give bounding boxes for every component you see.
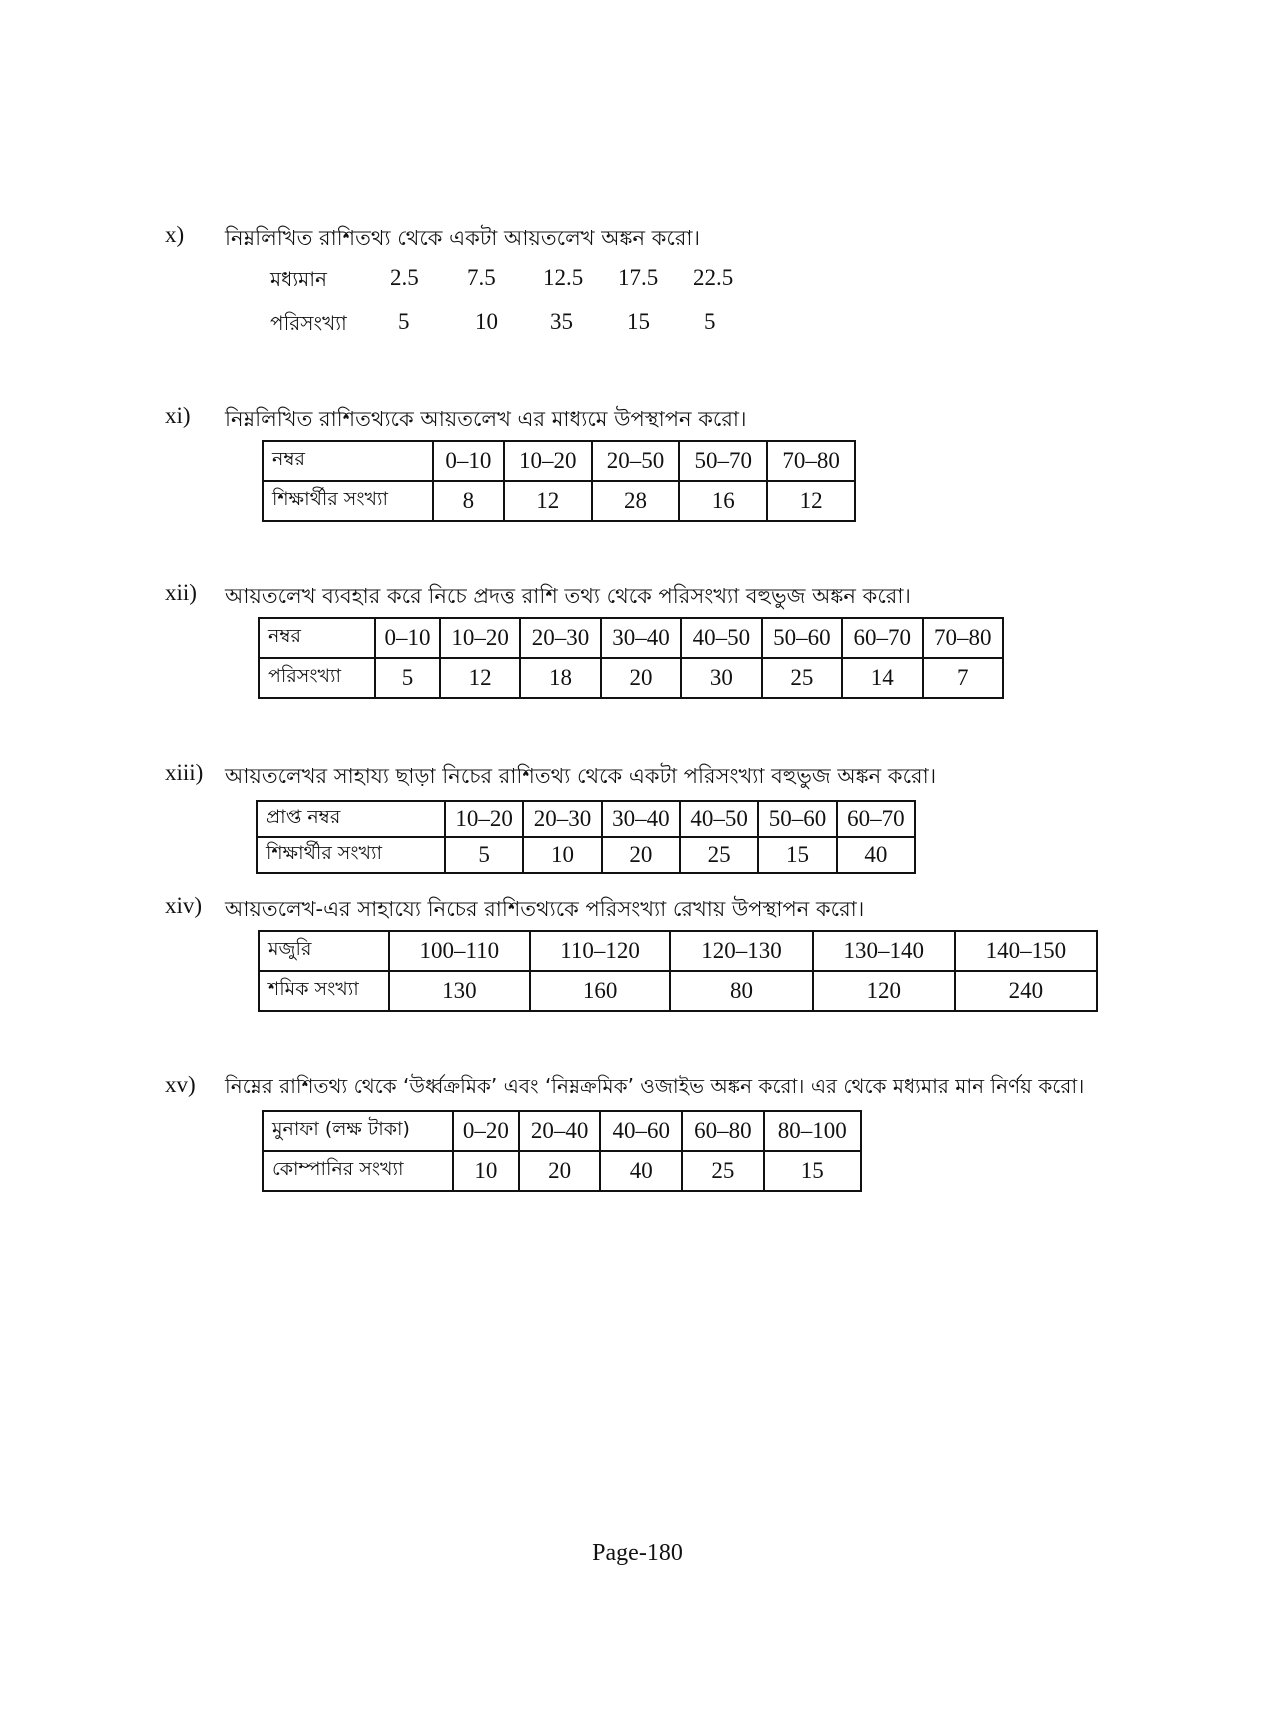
q14-row2-cell: 130	[389, 971, 530, 1011]
q15-row2-cell: 10	[453, 1151, 519, 1191]
q10-row1-value: 22.5	[693, 265, 734, 290]
q13-row1-cell: 40–50	[680, 801, 758, 837]
q11-row1-cell: 20–50	[592, 441, 680, 481]
q12-row2-cell: 12	[440, 658, 520, 698]
q15-row1-cell: 80–100	[764, 1111, 861, 1151]
q12-row1-cell: 60–70	[842, 618, 922, 658]
question-text-xiv: আয়তলেখ-এর সাহায্যে নিচের রাশিতথ্যকে পরিসংখ্যা রেখায় উপস্থাপন করো।	[225, 897, 865, 921]
q15-table	[262, 1110, 862, 1192]
question-text-xiii: আয়তলেখর সাহায্য ছাড়া নিচের রাশিতথ্য থেকে একটা পরিসংখ্যা বহুভুজ অঙ্কন করো।	[225, 764, 937, 788]
table-row	[259, 658, 1003, 698]
q10-data-block	[270, 265, 830, 345]
table-row	[263, 441, 855, 481]
q11-row2-cell: 12	[767, 481, 855, 521]
q12-row1-cell: 40–50	[681, 618, 761, 658]
q14-table	[258, 930, 1098, 1012]
question-number-x: x)	[165, 222, 185, 247]
question-number-xv: xv)	[165, 1072, 196, 1097]
q13-row2-label: শিক্ষার্থীর সংখ্যা	[257, 837, 445, 873]
q13-row1-cell: 10–20	[445, 801, 523, 837]
table-row	[263, 1111, 861, 1151]
q12-row2-cell: 7	[923, 658, 1003, 698]
q10-row2-value: 35	[550, 309, 573, 334]
question-text-xv: নিম্নের রাশিতথ্য থেকে ‘উর্ধ্বক্রমিক’ এবং ‘নিম্নক্রমিক’ ওজাইভ অঙ্কন করো। এর থেকে মধ্যমার মান নির্ণয় করো।	[225, 1074, 1085, 1098]
q10-row1-label: মধ্যমান	[270, 267, 327, 291]
table-row	[259, 971, 1097, 1011]
question-number-xiii: xiii)	[165, 760, 204, 785]
q13-row2-cell: 15	[758, 837, 836, 873]
q13-row1-cell: 60–70	[837, 801, 915, 837]
q13-row2-cell: 5	[445, 837, 523, 873]
page-number: Page-180	[592, 1540, 683, 1566]
question-number-xiv: xiv)	[165, 893, 203, 918]
q15-row1-label: মুনাফা (লক্ষ টাকা)	[263, 1111, 453, 1151]
q11-row1-cell: 50–70	[679, 441, 767, 481]
q12-row1-cell: 50–60	[762, 618, 842, 658]
q14-row1-cell: 130–140	[813, 931, 955, 971]
q14-row1-cell: 100–110	[389, 931, 530, 971]
q10-row2-value: 5	[704, 309, 716, 334]
q13-table	[256, 800, 916, 874]
q13-row1-label: প্রাপ্ত নম্বর	[257, 801, 445, 837]
q12-row1-cell: 20–30	[520, 618, 600, 658]
q10-row1-value: 7.5	[467, 265, 496, 290]
q12-row1-cell: 10–20	[440, 618, 520, 658]
q12-row2-cell: 20	[601, 658, 681, 698]
question-number-xii: xii)	[165, 580, 197, 605]
q11-row1-cell: 70–80	[767, 441, 855, 481]
q10-row2-label: পরিসংখ্যা	[270, 311, 347, 335]
q13-row2-cell: 25	[680, 837, 758, 873]
q12-row1-cell: 30–40	[601, 618, 681, 658]
q11-row2-label: শিক্ষার্থীর সংখ্যা	[263, 481, 433, 521]
q11-row2-cell: 16	[679, 481, 767, 521]
q15-row2-cell: 40	[600, 1151, 682, 1191]
q11-row2-cell: 8	[433, 481, 504, 521]
q11-row2-cell: 28	[592, 481, 680, 521]
q11-row2-cell: 12	[504, 481, 592, 521]
q13-row1-cell: 30–40	[602, 801, 680, 837]
q14-row1-cell: 140–150	[955, 931, 1097, 971]
q11-row1-cell: 10–20	[504, 441, 592, 481]
q15-row1-cell: 0–20	[453, 1111, 519, 1151]
q13-row2-cell: 10	[523, 837, 601, 873]
q11-table	[262, 440, 856, 522]
table-row	[259, 931, 1097, 971]
q12-row2-cell: 25	[762, 658, 842, 698]
q13-row1-cell: 50–60	[758, 801, 836, 837]
q10-row2-value: 15	[627, 309, 650, 334]
q14-row2-cell: 240	[955, 971, 1097, 1011]
q12-table	[258, 617, 1004, 699]
table-row	[263, 481, 855, 521]
question-number-xi: xi)	[165, 403, 191, 428]
q12-row1-cell: 0–10	[375, 618, 440, 658]
question-text-x: নিম্নলিখিত রাশিতথ্য থেকে একটা আয়তলেখ অঙ্কন করো।	[225, 226, 701, 250]
q14-row2-label: শমিক সংখ্যা	[259, 971, 389, 1011]
question-text-xi: নিম্নলিখিত রাশিতথ্যকে আয়তলেখ এর মাধ্যমে উপস্থাপন করো।	[225, 407, 747, 431]
q13-row1-cell: 20–30	[523, 801, 601, 837]
q12-row2-cell: 5	[375, 658, 440, 698]
q14-row2-cell: 80	[670, 971, 812, 1011]
q15-row2-cell: 25	[682, 1151, 764, 1191]
table-row	[257, 801, 915, 837]
q15-row2-cell: 15	[764, 1151, 861, 1191]
q15-row1-cell: 40–60	[600, 1111, 682, 1151]
q14-row1-cell: 120–130	[670, 931, 812, 971]
q10-row1-value: 17.5	[618, 265, 659, 290]
table-row	[257, 837, 915, 873]
q15-row1-cell: 60–80	[682, 1111, 764, 1151]
q10-row2-value: 10	[475, 309, 498, 334]
q14-row2-cell: 160	[530, 971, 671, 1011]
q10-row2-value: 5	[398, 309, 410, 334]
q12-row1-label: নম্বর	[259, 618, 375, 658]
q14-row2-cell: 120	[813, 971, 955, 1011]
q13-row2-cell: 40	[837, 837, 915, 873]
q15-row2-label: কোম্পানির সংখ্যা	[263, 1151, 453, 1191]
q12-row2-cell: 18	[520, 658, 600, 698]
q14-row1-cell: 110–120	[530, 931, 671, 971]
q11-row1-label: নম্বর	[263, 441, 433, 481]
q12-row2-cell: 30	[681, 658, 761, 698]
q10-row1-value: 2.5	[390, 265, 419, 290]
table-row	[263, 1151, 861, 1191]
q10-row1-value: 12.5	[543, 265, 584, 290]
question-text-xii: আয়তলেখ ব্যবহার করে নিচে প্রদত্ত রাশি তথ্য থেকে পরিসংখ্যা বহুভুজ অঙ্কন করো।	[225, 584, 911, 608]
q13-row2-cell: 20	[602, 837, 680, 873]
q15-row1-cell: 20–40	[519, 1111, 601, 1151]
q15-row2-cell: 20	[519, 1151, 601, 1191]
q11-row1-cell: 0–10	[433, 441, 504, 481]
q12-row1-cell: 70–80	[923, 618, 1003, 658]
q12-row2-cell: 14	[842, 658, 922, 698]
q14-row1-label: মজুরি	[259, 931, 389, 971]
q12-row2-label: পরিসংখ্যা	[259, 658, 375, 698]
table-row	[259, 618, 1003, 658]
